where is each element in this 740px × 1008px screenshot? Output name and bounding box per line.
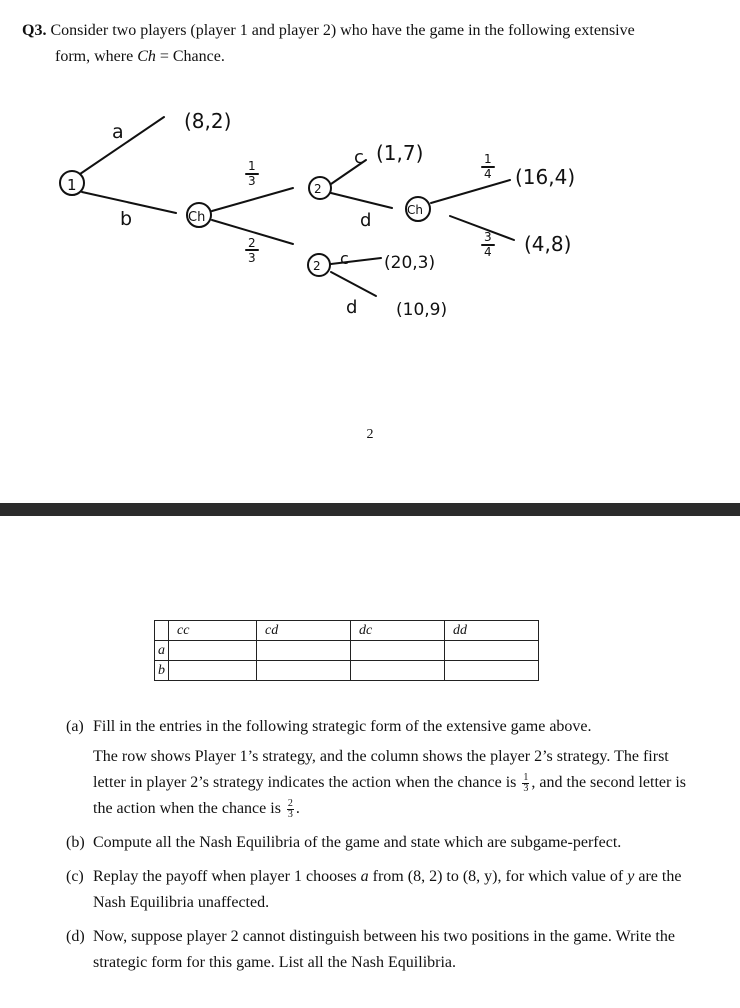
row-header-a: a — [155, 641, 169, 661]
table-header-row — [155, 621, 539, 641]
col-header-dd: dd — [445, 621, 539, 641]
table-cell — [169, 661, 257, 681]
edge-chance2-top — [431, 180, 510, 203]
intro-ch: Ch — [137, 48, 156, 65]
p1-node-label: 1 — [67, 176, 77, 194]
question-header — [22, 18, 712, 70]
table-cell — [445, 641, 539, 661]
part-a-text: The row shows Player 1’s strategy, and the column shows the player 2’s strategy. The first letter in player 2’s strategy indicates the action when the chance is — [93, 748, 669, 791]
part-c-to: to — [442, 868, 463, 885]
question-number: Q3. — [22, 22, 47, 39]
part-d — [66, 924, 698, 976]
payoff-a: (8,2) — [184, 109, 232, 133]
payoff-lower-d: (10,9) — [396, 300, 448, 320]
row-header-b: b — [155, 661, 169, 681]
chance-node-label: Ch — [188, 210, 206, 225]
col-header-dc: dc — [351, 621, 445, 641]
part-d-label: (d) — [66, 928, 85, 945]
frac1-num: 1 — [523, 771, 529, 783]
part-b-label: (b) — [66, 834, 85, 851]
chance2-node-label: Ch — [407, 203, 423, 217]
strategic-form-table — [154, 620, 539, 681]
table-corner-cell — [155, 621, 169, 641]
question-intro-line2 — [22, 44, 712, 70]
table-cell — [445, 661, 539, 681]
upper-p2-node-label: 2 — [314, 182, 322, 196]
part-a-line2 — [93, 744, 698, 822]
frac-3-4-den: 4 — [484, 245, 492, 259]
payoff-upper-c: (1,7) — [376, 141, 424, 165]
frac-1-4-num: 1 — [484, 152, 492, 166]
part-c — [66, 864, 698, 916]
part-a-line1: Fill in the entries in the following strategic form of the extensive game above. — [93, 718, 592, 735]
frac2-den: 3 — [287, 808, 293, 820]
table-row — [155, 641, 539, 661]
frac1-den: 3 — [523, 782, 529, 794]
table-cell — [351, 661, 445, 681]
part-b-text: Compute all the Nash Equilibria of the game and state which are subgame-perfect. — [93, 834, 622, 851]
frac-2-3-den: 3 — [248, 251, 256, 265]
part-c-mid: , for which value of — [497, 868, 628, 885]
part-c-from: from — [368, 868, 408, 885]
table-cell — [257, 641, 351, 661]
part-a-mid: , and the second letter is the action when the chance is — [93, 774, 687, 817]
frac-1-4-den: 4 — [484, 167, 492, 181]
table-cell — [351, 641, 445, 661]
frac-1-3-den: 3 — [248, 174, 256, 188]
part-c-a: a — [360, 868, 369, 885]
frac-2-3-num: 2 — [248, 236, 256, 250]
part-c-label: (c) — [66, 868, 84, 885]
part-c-text — [93, 864, 698, 916]
table-cell — [169, 641, 257, 661]
page-number: 2 — [366, 427, 374, 442]
part-a — [66, 714, 698, 822]
label-a: a — [112, 121, 124, 143]
frac-1-3-num: 1 — [248, 159, 256, 173]
fraction-one-third — [522, 773, 529, 794]
part-c-old: (8, 2) — [407, 868, 443, 885]
part-a-label: (a) — [66, 718, 84, 735]
part-d-text: Now, suppose player 2 cannot distinguish between his two positions in the game. Write the strategic form for this game. List all the Nash Equilibria. — [93, 928, 675, 971]
edge-chance2-bottom — [450, 216, 514, 240]
label-b: b — [120, 208, 133, 230]
part-c-new: (8, y) — [462, 868, 498, 885]
payoff-lower-c: (20,3) — [384, 253, 436, 273]
edge-chance-1-3 — [212, 188, 293, 211]
part-c-end: are the Nash Equilibria unaffected. — [93, 868, 682, 911]
part-b — [66, 830, 698, 856]
edge-lower-d — [331, 272, 376, 296]
part-a-end: . — [295, 800, 300, 817]
page-divider — [0, 503, 740, 516]
part-c-y: y — [627, 868, 635, 885]
table-row — [155, 661, 539, 681]
label-lower-d: d — [346, 297, 358, 318]
part-c-pre: Replay the payoff when player 1 chooses — [93, 868, 361, 885]
table-cell — [257, 661, 351, 681]
label-upper-d: d — [360, 210, 372, 231]
frac-3-4-num: 3 — [484, 230, 492, 244]
label-lower-c: c — [340, 249, 349, 268]
label-upper-c: c — [354, 147, 364, 168]
lower-p2-node-label: 2 — [313, 259, 321, 273]
col-header-cc: cc — [169, 621, 257, 641]
payoff-chance-top: (16,4) — [515, 165, 576, 189]
edge-lower-c — [331, 258, 381, 264]
frac2-num: 2 — [287, 797, 293, 809]
col-header-cd: cd — [257, 621, 351, 641]
question-parts — [66, 714, 698, 984]
fraction-two-thirds — [287, 799, 294, 820]
payoff-chance-bottom: (4,8) — [524, 232, 572, 256]
intro-pre: form, where — [55, 48, 138, 65]
game-tree — [0, 90, 740, 350]
intro-post: = Chance. — [155, 48, 225, 65]
edge-upper-d — [331, 193, 392, 208]
question-intro-line1: Consider two players (player 1 and player 2) who have the game in the following extensive — [50, 22, 635, 39]
